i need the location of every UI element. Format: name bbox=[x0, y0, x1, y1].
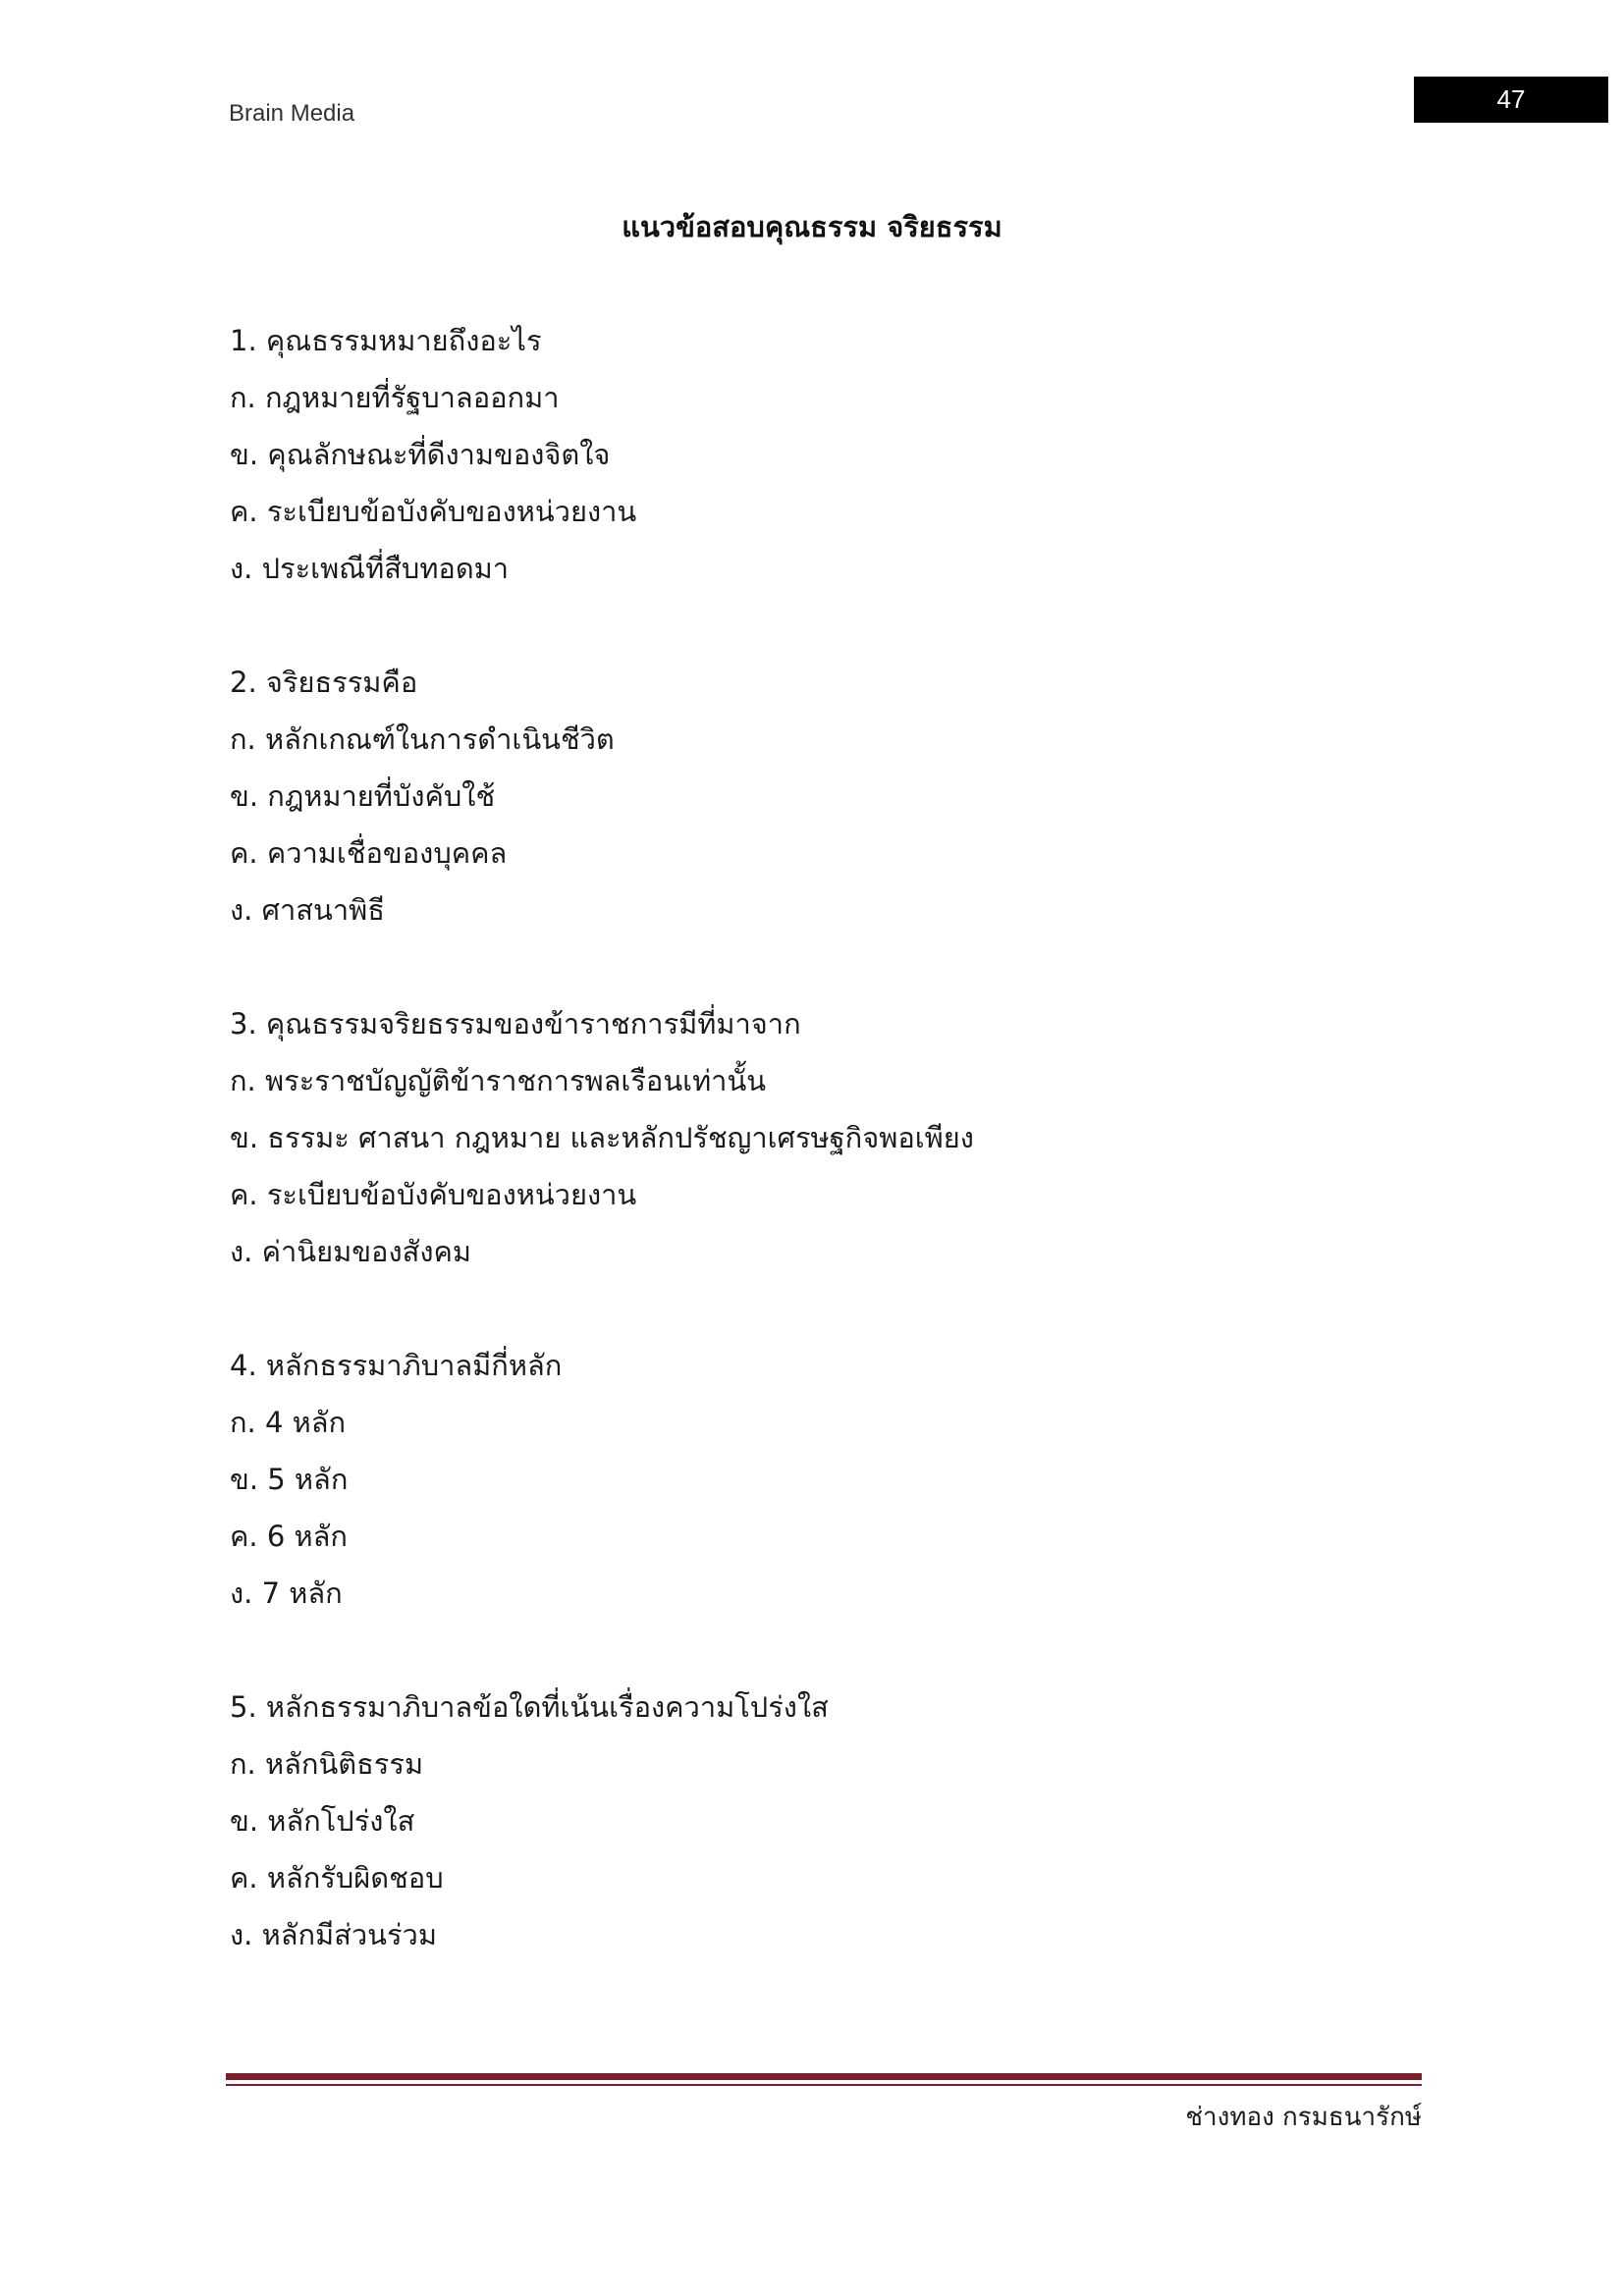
document-title: แนวข้อสอบคุณธรรม จริยธรรม bbox=[622, 210, 1002, 243]
choice-a: ก. หลักเกณฑ์ในการดำเนินชีวิต bbox=[230, 722, 615, 756]
choice-d: ง. ประเพณีที่สืบทอดมา bbox=[230, 552, 510, 585]
question-2 bbox=[230, 654, 1408, 938]
question-text: 3. คุณธรรมจริยธรรมของข้าราชการมีที่มาจาก bbox=[230, 1007, 801, 1041]
choice-c: ค. ความเชื่อของบุคคล bbox=[230, 836, 508, 870]
choice-a: ก. กฎหมายที่รัฐบาลออกมา bbox=[230, 381, 560, 414]
footer-author: ช่างทอง กรมธนารักษ์ bbox=[1185, 2103, 1422, 2132]
choice-c: ค. 6 หลัก bbox=[230, 1520, 348, 1553]
page-number: 47 bbox=[1496, 84, 1526, 114]
question-3 bbox=[230, 995, 1408, 1280]
choice-c: ค. หลักรับผิดชอบ bbox=[230, 1861, 444, 1895]
header-brand: Brain Media bbox=[229, 100, 355, 127]
question-list bbox=[230, 312, 1408, 2020]
choice-c: ค. ระเบียบข้อบังคับของหน่วยงาน bbox=[230, 495, 637, 528]
choice-d: ง. ศาสนาพิธี bbox=[230, 893, 385, 927]
choice-b: ข. ธรรมะ ศาสนา กฎหมาย และหลักปรัชญาเศรษฐกิจพอเพียง bbox=[230, 1121, 974, 1154]
question-5 bbox=[230, 1679, 1408, 1963]
footer-divider-thin bbox=[226, 2084, 1422, 2086]
footer-divider bbox=[226, 2073, 1422, 2080]
choice-a: ก. หลักนิติธรรม bbox=[230, 1747, 424, 1781]
choice-b: ข. กฎหมายที่บังคับใช้ bbox=[230, 779, 496, 813]
question-text: 4. หลักธรรมาภิบาลมีกี่หลัก bbox=[230, 1349, 563, 1382]
choice-c: ค. ระเบียบข้อบังคับของหน่วยงาน bbox=[230, 1178, 637, 1211]
question-1 bbox=[230, 312, 1408, 597]
choice-b: ข. 5 หลัก bbox=[230, 1463, 349, 1496]
question-text: 5. หลักธรรมาภิบาลข้อใดที่เน้นเรื่องความโปร่งใส bbox=[230, 1690, 829, 1724]
question-4 bbox=[230, 1337, 1408, 1622]
choice-a: ก. พระราชบัญญัติข้าราชการพลเรือนเท่านั้น bbox=[230, 1064, 767, 1097]
choice-d: ง. หลักมีส่วนร่วม bbox=[230, 1918, 437, 1951]
choice-d: ง. ค่านิยมของสังคม bbox=[230, 1235, 471, 1268]
page-number-badge bbox=[1414, 77, 1608, 123]
choice-a: ก. 4 หลัก bbox=[230, 1406, 347, 1439]
choice-b: ข. คุณลักษณะที่ดีงามของจิตใจ bbox=[230, 438, 611, 471]
choice-b: ข. หลักโปร่งใส bbox=[230, 1804, 415, 1838]
question-text: 1. คุณธรรมหมายถึงอะไร bbox=[230, 324, 542, 357]
question-text: 2. จริยธรรมคือ bbox=[230, 666, 418, 699]
choice-d: ง. 7 หลัก bbox=[230, 1576, 343, 1610]
